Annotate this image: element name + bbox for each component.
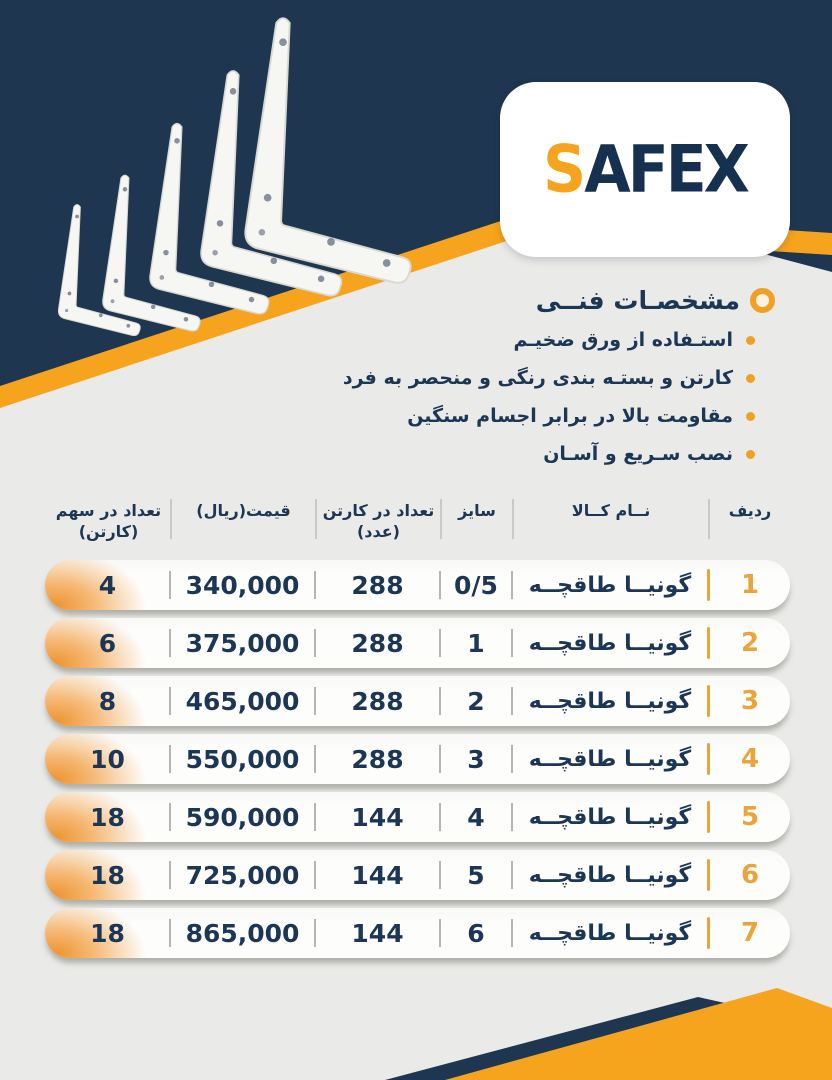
table-row (45, 618, 790, 668)
orange-divider (707, 859, 710, 891)
column-divider (511, 919, 513, 947)
orange-divider (707, 569, 710, 601)
column-divider (511, 745, 513, 773)
cell-product-name: گونیــا طاقچــه (528, 630, 692, 656)
column-divider (315, 499, 317, 539)
cell-qty-per-carton: 144 (351, 802, 404, 832)
column-divider (314, 803, 316, 831)
bottom-decoration (0, 980, 832, 1080)
table-row (45, 792, 790, 842)
price-table (45, 498, 790, 966)
column-divider (314, 745, 316, 773)
table-row (45, 734, 790, 784)
cell-size: 0/5 (454, 570, 498, 600)
spec-item-label: استـفاده از ورق ضخیـم (513, 329, 733, 351)
column-divider (708, 499, 710, 539)
column-divider (170, 499, 172, 539)
header-size: سایز (458, 501, 496, 520)
column-divider (314, 861, 316, 889)
spec-item (343, 328, 775, 353)
spec-item-label: کارتن و بستـه بندی رنگی و منحصر به فرد (342, 367, 733, 389)
spec-item (343, 404, 775, 429)
logo-letters-afex: AFEX (584, 131, 747, 208)
cell-row-number: 2 (740, 628, 760, 658)
cell-row-number: 7 (740, 918, 760, 948)
table-row (45, 908, 790, 958)
column-divider (314, 629, 316, 657)
cell-share-per-carton: 6 (98, 628, 117, 658)
column-divider (511, 803, 513, 831)
cell-share-per-carton: 18 (90, 802, 125, 832)
cell-size: 5 (467, 860, 485, 890)
column-divider (439, 745, 441, 773)
specs-section (343, 286, 775, 467)
cell-price: 375,000 (185, 628, 300, 658)
cell-product-name: گونیــا طاقچــه (528, 746, 692, 772)
column-divider (169, 745, 171, 773)
header-product-name: نــام کــالا (571, 501, 651, 520)
cell-row-number: 3 (740, 686, 760, 716)
cell-price: 340,000 (185, 570, 300, 600)
column-divider (511, 571, 513, 599)
logo-card (500, 82, 790, 257)
table-header (45, 498, 790, 546)
cell-qty-per-carton: 288 (351, 744, 404, 774)
cell-qty-per-carton: 288 (351, 686, 404, 716)
cell-size: 1 (467, 628, 485, 658)
cell-price: 725,000 (185, 860, 300, 890)
cell-row-number: 1 (740, 570, 760, 600)
header-row-number: ردیف (728, 501, 772, 520)
cell-row-number: 4 (740, 744, 760, 774)
cell-size: 3 (467, 744, 485, 774)
header-price: قیمت(ریال) (196, 501, 291, 520)
orange-divider (707, 685, 710, 717)
column-divider (511, 629, 513, 657)
specs-title-row (343, 286, 775, 315)
cell-product-name: گونیــا طاقچــه (528, 804, 692, 830)
ring-bullet-icon (750, 288, 775, 313)
logo-letter-s: S (543, 131, 584, 208)
table-row (45, 560, 790, 610)
column-divider (439, 571, 441, 599)
cell-price: 550,000 (185, 744, 300, 774)
safex-logo (543, 132, 747, 208)
column-divider (511, 687, 513, 715)
column-divider (169, 571, 171, 599)
bottom-orange-shape (445, 988, 832, 1080)
cell-qty-per-carton: 144 (351, 918, 404, 948)
cell-share-per-carton: 8 (98, 686, 117, 716)
column-divider (314, 571, 316, 599)
orange-divider (707, 743, 710, 775)
column-divider (439, 803, 441, 831)
dot-bullet-icon (746, 374, 755, 383)
cell-product-name: گونیــا طاقچــه (528, 862, 692, 888)
cell-product-name: گونیــا طاقچــه (528, 572, 692, 598)
cell-size: 4 (467, 802, 485, 832)
cell-qty-per-carton: 288 (351, 628, 404, 658)
dot-bullet-icon (746, 336, 755, 345)
spec-item-label: نصب سـریع و آسـان (543, 443, 733, 465)
cell-product-name: گونیــا طاقچــه (528, 920, 692, 946)
cell-qty-per-carton: 144 (351, 860, 404, 890)
column-divider (169, 803, 171, 831)
cell-product-name: گونیــا طاقچــه (528, 688, 692, 714)
column-divider (169, 687, 171, 715)
cell-qty-per-carton: 288 (351, 570, 404, 600)
dot-bullet-icon (746, 412, 755, 421)
column-divider (439, 687, 441, 715)
column-divider (169, 919, 171, 947)
cell-size: 6 (467, 918, 485, 948)
column-divider (314, 919, 316, 947)
cell-size: 2 (467, 686, 485, 716)
column-divider (511, 861, 513, 889)
column-divider (169, 861, 171, 889)
orange-divider (707, 917, 710, 949)
header-qty-per-carton: تعداد در کارتن (عدد) (322, 501, 435, 541)
orange-divider (707, 627, 710, 659)
cell-share-per-carton: 4 (98, 570, 117, 600)
spec-item (343, 442, 775, 467)
column-divider (439, 919, 441, 947)
column-divider (439, 861, 441, 889)
column-divider (440, 499, 442, 539)
cell-price: 590,000 (185, 802, 300, 832)
spec-item-label: مقاومت بالا در برابر اجسام سنگین (407, 405, 733, 427)
cell-row-number: 6 (740, 860, 760, 890)
cell-row-number: 5 (740, 802, 760, 832)
cell-share-per-carton: 18 (90, 860, 125, 890)
cell-price: 865,000 (185, 918, 300, 948)
table-row (45, 676, 790, 726)
table-row (45, 850, 790, 900)
column-divider (314, 687, 316, 715)
orange-divider (707, 801, 710, 833)
column-divider (169, 629, 171, 657)
header-share-per-carton: تعداد در سهم (کارتن) (55, 501, 162, 541)
cell-share-per-carton: 18 (90, 918, 125, 948)
column-divider (439, 629, 441, 657)
column-divider (512, 499, 514, 539)
specs-title: مشخصـات فنــی (535, 286, 740, 315)
cell-price: 465,000 (185, 686, 300, 716)
spec-item (343, 366, 775, 391)
cell-share-per-carton: 10 (90, 744, 125, 774)
dot-bullet-icon (746, 450, 755, 459)
